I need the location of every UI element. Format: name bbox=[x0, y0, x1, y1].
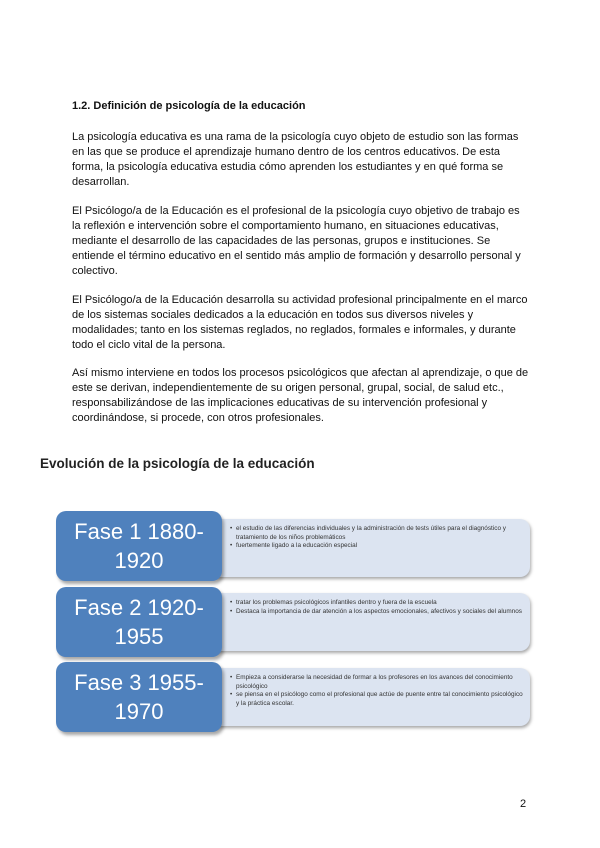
phase-2-details bbox=[208, 593, 530, 651]
paragraph-4: Así mismo interviene en todos los procesos psicológicos que afectan al aprendizaje, o que de este se derivan, independientemente de su origen personal, grupal, social, de salud etc., responsabilizándose de las implicaciones educativas de su intervención profesional y coordinándose, si procede, con otros profesionales. bbox=[72, 367, 529, 424]
phase-3-box bbox=[56, 662, 222, 732]
phase-2-bullet-2: • Destaca la importancia de dar atención a los aspectos emocionales, afectivos y sociales del alumnos bbox=[230, 608, 524, 617]
page-number: 2 bbox=[520, 798, 527, 810]
paragraph-1: La psicología educativa es una rama de la psicología cuyo objeto de estudio son las formas en las que se produce el aprendizaje humano dentro de los centros educativos. De esta forma, la psicología educativa estudia cómo aprenden los estudiantes y en qué forma se desarrollan. bbox=[72, 131, 519, 188]
phase-3-bullet-2: • se piensa en el psicólogo como el profesional que actúe de puente entre tal conocimiento psicológico y la práctica escolar. bbox=[230, 691, 524, 708]
phase-2-bullet-1: • tratar los problemas psicológicos infantiles dentro y fuera de la escuela bbox=[230, 599, 524, 608]
phase-3-details bbox=[208, 668, 530, 726]
phase-1-bullet-1: • el estudio de las diferencias individuales y la administración de tests útiles para el diagnóstico y tratamiento de los niños problemáticos bbox=[230, 525, 524, 542]
phase-1-box bbox=[56, 511, 222, 581]
section-title: 1.2. Definición de psicología de la educación bbox=[72, 100, 306, 112]
phase-1-details bbox=[208, 519, 530, 577]
phase-2-box bbox=[56, 587, 222, 657]
phase-3-label: Fase 3 1955-1970 bbox=[74, 670, 204, 724]
paragraph-2: El Psicólogo/a de la Educación es el profesional de la psicología cuyo objetivo de trabajo es la reflexión e intervención sobre el comportamiento humano, en situaciones educativas, mediante el desarrollo de las capacidades de las personas, grupos e instituciones. Se entiende el término educativo en el sentido más amplio de formación y desarrollo personal y colectivo. bbox=[72, 205, 521, 277]
phase-1-label: Fase 1 1880-1920 bbox=[74, 519, 204, 573]
phase-1-bullet-2: • fuertemente ligado a la educación especial bbox=[230, 542, 524, 551]
phase-3-bullet-1: • Empieza a considerarse la necesidad de formar a los profesores en los avances del conocimiento psicológico bbox=[230, 674, 524, 691]
diagram-title: Evolución de la psicología de la educación bbox=[40, 456, 315, 471]
phase-2-label: Fase 2 1920-1955 bbox=[74, 595, 204, 649]
paragraph-3: El Psicólogo/a de la Educación desarrolla su actividad profesional principalmente en el marco de los sistemas sociales dedicados a la educación en todos sus diversos niveles y modalidades; tanto en los sistemas reglados, no reglados, formales e informales, y durante todo el ciclo vital de la persona. bbox=[72, 294, 528, 351]
